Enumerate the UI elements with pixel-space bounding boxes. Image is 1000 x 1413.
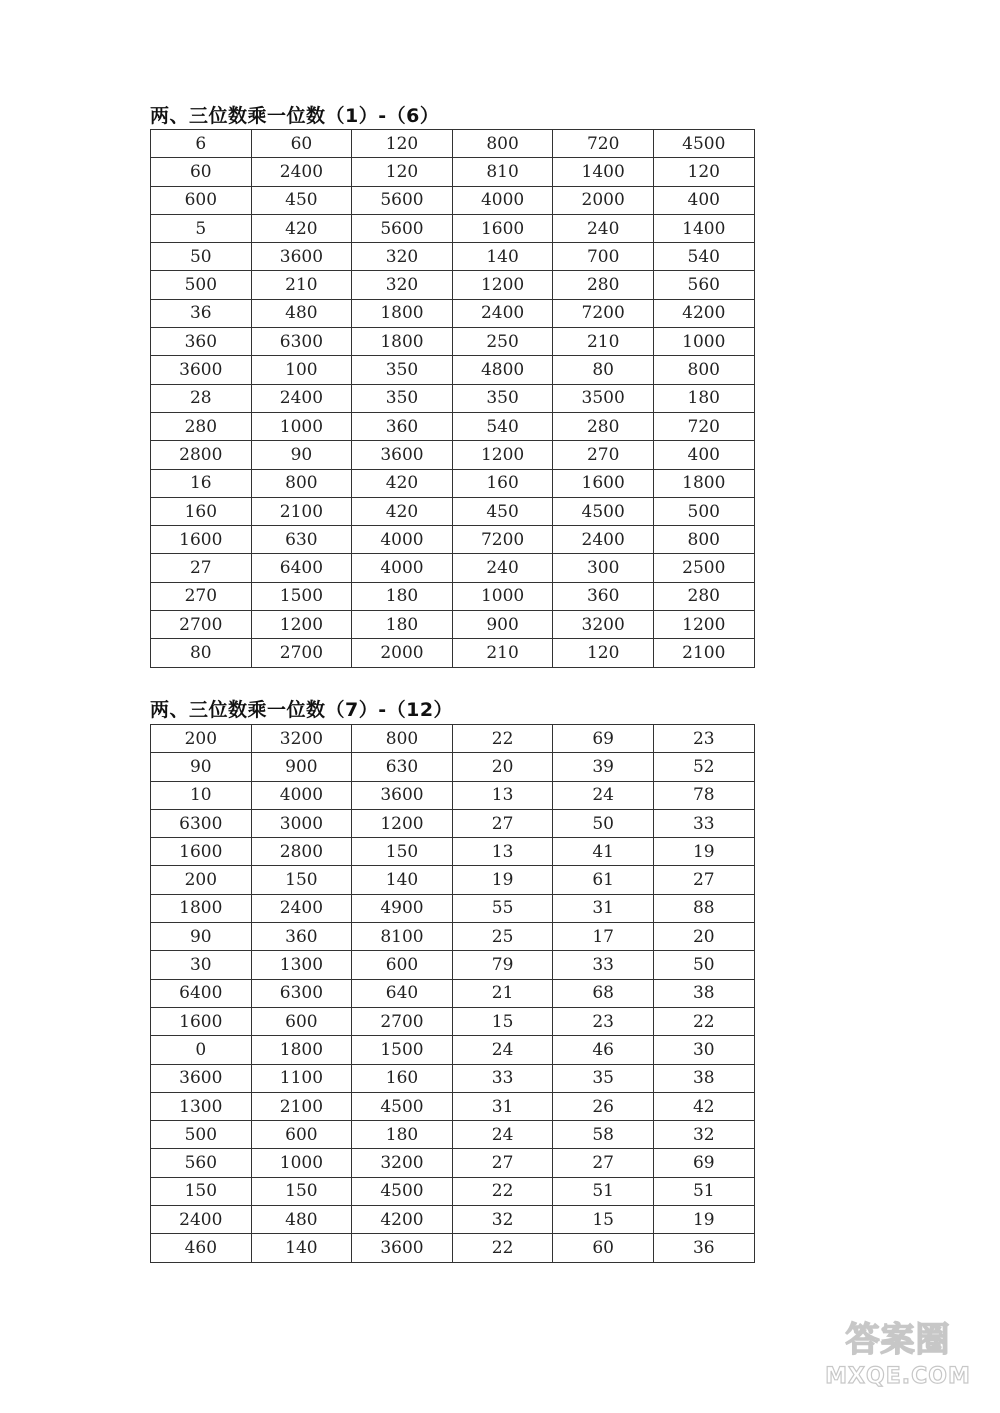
table-cell: 4200 [352, 1206, 453, 1234]
table-cell: 120 [653, 158, 754, 186]
table-cell: 46 [553, 1036, 654, 1064]
table-cell: 160 [352, 1064, 453, 1092]
table-cell: 270 [553, 441, 654, 469]
table-row [151, 158, 755, 186]
table-cell: 4500 [352, 1177, 453, 1205]
table-cell: 180 [352, 611, 453, 639]
table-cell: 21 [452, 979, 553, 1007]
table-cell: 24 [452, 1036, 553, 1064]
table-cell: 60 [151, 158, 252, 186]
table-row [151, 441, 755, 469]
table-cell: 42 [653, 1092, 754, 1120]
table-cell: 360 [151, 328, 252, 356]
table-cell: 3600 [151, 356, 252, 384]
table-cell: 60 [553, 1234, 654, 1262]
table-cell: 100 [251, 356, 352, 384]
table-cell: 2100 [251, 1092, 352, 1120]
table-cell: 13 [452, 838, 553, 866]
table-cell: 2800 [151, 441, 252, 469]
table-cell: 2700 [251, 639, 352, 667]
table-row [151, 1206, 755, 1234]
table-row [151, 1064, 755, 1092]
table-cell: 61 [553, 866, 654, 894]
table-cell: 22 [452, 1234, 553, 1262]
table-cell: 3500 [553, 384, 654, 412]
table-cell: 1000 [251, 1149, 352, 1177]
table-row [151, 1234, 755, 1262]
table-cell: 2100 [653, 639, 754, 667]
table-cell: 4900 [352, 894, 453, 922]
table-row [151, 214, 755, 242]
table-cell: 32 [653, 1121, 754, 1149]
table-row [151, 951, 755, 979]
table-cell: 36 [653, 1234, 754, 1262]
table-cell: 280 [151, 412, 252, 440]
table-cell: 1600 [151, 1007, 252, 1035]
table-cell: 160 [452, 469, 553, 497]
table-row [151, 894, 755, 922]
table-cell: 0 [151, 1036, 252, 1064]
table-cell: 33 [452, 1064, 553, 1092]
table-cell: 600 [251, 1121, 352, 1149]
table-cell: 8100 [352, 923, 453, 951]
table-cell: 400 [653, 441, 754, 469]
table-cell: 79 [452, 951, 553, 979]
table-cell: 50 [653, 951, 754, 979]
table-cell: 80 [151, 639, 252, 667]
table-cell: 280 [553, 271, 654, 299]
table-cell: 2100 [251, 497, 352, 525]
table-row [151, 611, 755, 639]
table-row [151, 809, 755, 837]
table-cell: 210 [251, 271, 352, 299]
table-cell: 4000 [251, 781, 352, 809]
watermark-logo [818, 1318, 978, 1398]
table-cell: 88 [653, 894, 754, 922]
table-row [151, 497, 755, 525]
table-row [151, 412, 755, 440]
table-row [151, 866, 755, 894]
table-cell: 320 [352, 243, 453, 271]
table-cell: 90 [251, 441, 352, 469]
table-cell: 800 [653, 526, 754, 554]
table-cell: 500 [151, 271, 252, 299]
table-cell: 2700 [151, 611, 252, 639]
table-cell: 150 [151, 1177, 252, 1205]
table-row [151, 1177, 755, 1205]
table-row [151, 838, 755, 866]
table-cell: 240 [553, 214, 654, 242]
table-cell: 1200 [452, 441, 553, 469]
table-cell: 400 [653, 186, 754, 214]
table-cell: 39 [553, 753, 654, 781]
table-cell: 23 [553, 1007, 654, 1035]
table-cell: 4000 [352, 554, 453, 582]
table-cell: 2800 [251, 838, 352, 866]
table-cell: 420 [352, 497, 453, 525]
table-cell: 2000 [352, 639, 453, 667]
table-cell: 1800 [653, 469, 754, 497]
table-cell: 3600 [352, 781, 453, 809]
table-cell: 36 [151, 299, 252, 327]
table-cell: 4500 [553, 497, 654, 525]
table-cell: 350 [352, 356, 453, 384]
table-cell: 140 [352, 866, 453, 894]
table-cell: 27 [553, 1149, 654, 1177]
table-cell: 1400 [653, 214, 754, 242]
table-cell: 1600 [151, 838, 252, 866]
table-cell: 1500 [251, 582, 352, 610]
table-cell: 630 [352, 753, 453, 781]
table-row [151, 356, 755, 384]
table-cell: 3000 [251, 809, 352, 837]
table-cell: 360 [251, 923, 352, 951]
table-cell: 640 [352, 979, 453, 1007]
table-cell: 150 [352, 838, 453, 866]
table-cell: 2500 [653, 554, 754, 582]
table-cell: 540 [653, 243, 754, 271]
table-cell: 27 [151, 554, 252, 582]
table-cell: 1200 [251, 611, 352, 639]
table-cell: 1000 [452, 582, 553, 610]
table-row [151, 469, 755, 497]
table-cell: 1800 [151, 894, 252, 922]
table-cell: 460 [151, 1234, 252, 1262]
table-cell: 450 [452, 497, 553, 525]
table-cell: 31 [452, 1092, 553, 1120]
table-row [151, 526, 755, 554]
table-cell: 120 [352, 158, 453, 186]
table-cell: 55 [452, 894, 553, 922]
table-cell: 51 [653, 1177, 754, 1205]
table-cell: 630 [251, 526, 352, 554]
table-cell: 720 [653, 412, 754, 440]
table-cell: 68 [553, 979, 654, 1007]
table-cell: 560 [653, 271, 754, 299]
table-cell: 1000 [251, 412, 352, 440]
table-cell: 700 [553, 243, 654, 271]
table-cell: 3200 [553, 611, 654, 639]
table-cell: 7200 [553, 299, 654, 327]
table-cell: 1500 [352, 1036, 453, 1064]
table-cell: 25 [452, 923, 553, 951]
section-title: 两、三位数乘一位数（7）-（12） [150, 699, 454, 721]
table-cell: 120 [553, 639, 654, 667]
table-cell: 16 [151, 469, 252, 497]
table-cell: 600 [151, 186, 252, 214]
table-cell: 240 [452, 554, 553, 582]
table-cell: 3600 [251, 243, 352, 271]
table-row [151, 271, 755, 299]
table-cell: 140 [452, 243, 553, 271]
table-cell: 180 [653, 384, 754, 412]
watermark-url: MXQE.COM [825, 1364, 971, 1389]
table-cell: 26 [553, 1092, 654, 1120]
table-row [151, 1092, 755, 1120]
table-row [151, 243, 755, 271]
table-cell: 22 [452, 1177, 553, 1205]
table-cell: 900 [452, 611, 553, 639]
table-cell: 360 [352, 412, 453, 440]
table-cell: 19 [653, 838, 754, 866]
table-row [151, 1149, 755, 1177]
table-cell: 3600 [352, 441, 453, 469]
table-cell: 280 [653, 582, 754, 610]
answer-table-2 [150, 724, 755, 1263]
table-cell: 28 [151, 384, 252, 412]
table-row [151, 328, 755, 356]
table-cell: 350 [452, 384, 553, 412]
table-row [151, 923, 755, 951]
table-cell: 2400 [553, 526, 654, 554]
table-cell: 38 [653, 979, 754, 1007]
table-cell: 210 [553, 328, 654, 356]
table-cell: 69 [653, 1149, 754, 1177]
table-cell: 80 [553, 356, 654, 384]
table-cell: 500 [151, 1121, 252, 1149]
table-cell: 1800 [352, 328, 453, 356]
table-cell: 800 [452, 130, 553, 158]
table-cell: 6400 [151, 979, 252, 1007]
table-cell: 23 [653, 725, 754, 753]
table-cell: 24 [452, 1121, 553, 1149]
table-cell: 2700 [352, 1007, 453, 1035]
table-row [151, 753, 755, 781]
table-cell: 800 [352, 725, 453, 753]
table-cell: 33 [553, 951, 654, 979]
table-cell: 19 [452, 866, 553, 894]
table-cell: 540 [452, 412, 553, 440]
table-cell: 90 [151, 923, 252, 951]
table-cell: 35 [553, 1064, 654, 1092]
table-cell: 3600 [352, 1234, 453, 1262]
table-cell: 50 [553, 809, 654, 837]
table-cell: 5600 [352, 214, 453, 242]
table-cell: 10 [151, 781, 252, 809]
table-cell: 1800 [352, 299, 453, 327]
table-row [151, 554, 755, 582]
table-cell: 900 [251, 753, 352, 781]
table-cell: 420 [352, 469, 453, 497]
table-cell: 320 [352, 271, 453, 299]
table-row [151, 582, 755, 610]
table-row [151, 639, 755, 667]
table-row [151, 1121, 755, 1149]
table-cell: 6 [151, 130, 252, 158]
watermark-logo-text: 答案圈 [845, 1320, 951, 1360]
table-cell: 2400 [251, 158, 352, 186]
table-cell: 15 [452, 1007, 553, 1035]
table-cell: 560 [151, 1149, 252, 1177]
table-cell: 19 [653, 1206, 754, 1234]
table-row [151, 186, 755, 214]
table-cell: 4200 [653, 299, 754, 327]
table-cell: 30 [653, 1036, 754, 1064]
table-cell: 1300 [151, 1092, 252, 1120]
table-cell: 140 [251, 1234, 352, 1262]
table-cell: 300 [553, 554, 654, 582]
table-cell: 1300 [251, 951, 352, 979]
table-cell: 2400 [251, 384, 352, 412]
table-cell: 1200 [653, 611, 754, 639]
table-cell: 1600 [452, 214, 553, 242]
table-cell: 1200 [352, 809, 453, 837]
table-cell: 38 [653, 1064, 754, 1092]
table-cell: 180 [352, 582, 453, 610]
table-cell: 3200 [352, 1149, 453, 1177]
table-cell: 6300 [151, 809, 252, 837]
table-row [151, 781, 755, 809]
table-cell: 2400 [452, 299, 553, 327]
table-row [151, 979, 755, 1007]
table-cell: 1100 [251, 1064, 352, 1092]
table-cell: 1200 [452, 271, 553, 299]
table-cell: 480 [251, 299, 352, 327]
table-cell: 5 [151, 214, 252, 242]
table-cell: 6300 [251, 328, 352, 356]
table-cell: 20 [452, 753, 553, 781]
table-cell: 210 [452, 639, 553, 667]
table-cell: 500 [653, 497, 754, 525]
table-cell: 4000 [452, 186, 553, 214]
table-cell: 31 [553, 894, 654, 922]
table-cell: 160 [151, 497, 252, 525]
table-cell: 41 [553, 838, 654, 866]
table-cell: 280 [553, 412, 654, 440]
table-cell: 1600 [151, 526, 252, 554]
table-cell: 22 [653, 1007, 754, 1035]
table-cell: 150 [251, 866, 352, 894]
table-row [151, 725, 755, 753]
table-cell: 450 [251, 186, 352, 214]
table-row [151, 384, 755, 412]
table-cell: 15 [553, 1206, 654, 1234]
table-cell: 480 [251, 1206, 352, 1234]
table-cell: 360 [553, 582, 654, 610]
table-cell: 6300 [251, 979, 352, 1007]
table-cell: 50 [151, 243, 252, 271]
table-cell: 180 [352, 1121, 453, 1149]
table-row [151, 130, 755, 158]
table-cell: 800 [251, 469, 352, 497]
table-cell: 420 [251, 214, 352, 242]
table-cell: 17 [553, 923, 654, 951]
table-cell: 32 [452, 1206, 553, 1234]
table-cell: 810 [452, 158, 553, 186]
table-row [151, 299, 755, 327]
table-cell: 33 [653, 809, 754, 837]
table-cell: 2400 [151, 1206, 252, 1234]
table-cell: 1000 [653, 328, 754, 356]
table-cell: 78 [653, 781, 754, 809]
table-cell: 60 [251, 130, 352, 158]
table-cell: 600 [352, 951, 453, 979]
table-cell: 3600 [151, 1064, 252, 1092]
table-cell: 27 [452, 809, 553, 837]
table-cell: 2000 [553, 186, 654, 214]
table-cell: 69 [553, 725, 654, 753]
table-row [151, 1007, 755, 1035]
table-cell: 90 [151, 753, 252, 781]
table-cell: 5600 [352, 186, 453, 214]
table-cell: 6400 [251, 554, 352, 582]
table-cell: 52 [653, 753, 754, 781]
table-cell: 4000 [352, 526, 453, 554]
table-cell: 120 [352, 130, 453, 158]
table-cell: 1600 [553, 469, 654, 497]
table-cell: 24 [553, 781, 654, 809]
table-cell: 51 [553, 1177, 654, 1205]
section-title: 两、三位数乘一位数（1）-（6） [150, 105, 440, 127]
table-cell: 27 [452, 1149, 553, 1177]
table-cell: 350 [352, 384, 453, 412]
table-cell: 720 [553, 130, 654, 158]
table-cell: 58 [553, 1121, 654, 1149]
table-cell: 13 [452, 781, 553, 809]
table-cell: 200 [151, 866, 252, 894]
table-cell: 270 [151, 582, 252, 610]
table-cell: 600 [251, 1007, 352, 1035]
table-cell: 200 [151, 725, 252, 753]
table-cell: 4500 [653, 130, 754, 158]
table-cell: 4800 [452, 356, 553, 384]
table-cell: 250 [452, 328, 553, 356]
table-cell: 2400 [251, 894, 352, 922]
table-cell: 27 [653, 866, 754, 894]
table-cell: 3200 [251, 725, 352, 753]
table-cell: 22 [452, 725, 553, 753]
table-row [151, 1036, 755, 1064]
table-cell: 4500 [352, 1092, 453, 1120]
table-cell: 7200 [452, 526, 553, 554]
table-cell: 20 [653, 923, 754, 951]
table-cell: 1800 [251, 1036, 352, 1064]
table-cell: 1400 [553, 158, 654, 186]
answer-table-1 [150, 129, 755, 668]
table-cell: 150 [251, 1177, 352, 1205]
table-cell: 30 [151, 951, 252, 979]
table-cell: 800 [653, 356, 754, 384]
